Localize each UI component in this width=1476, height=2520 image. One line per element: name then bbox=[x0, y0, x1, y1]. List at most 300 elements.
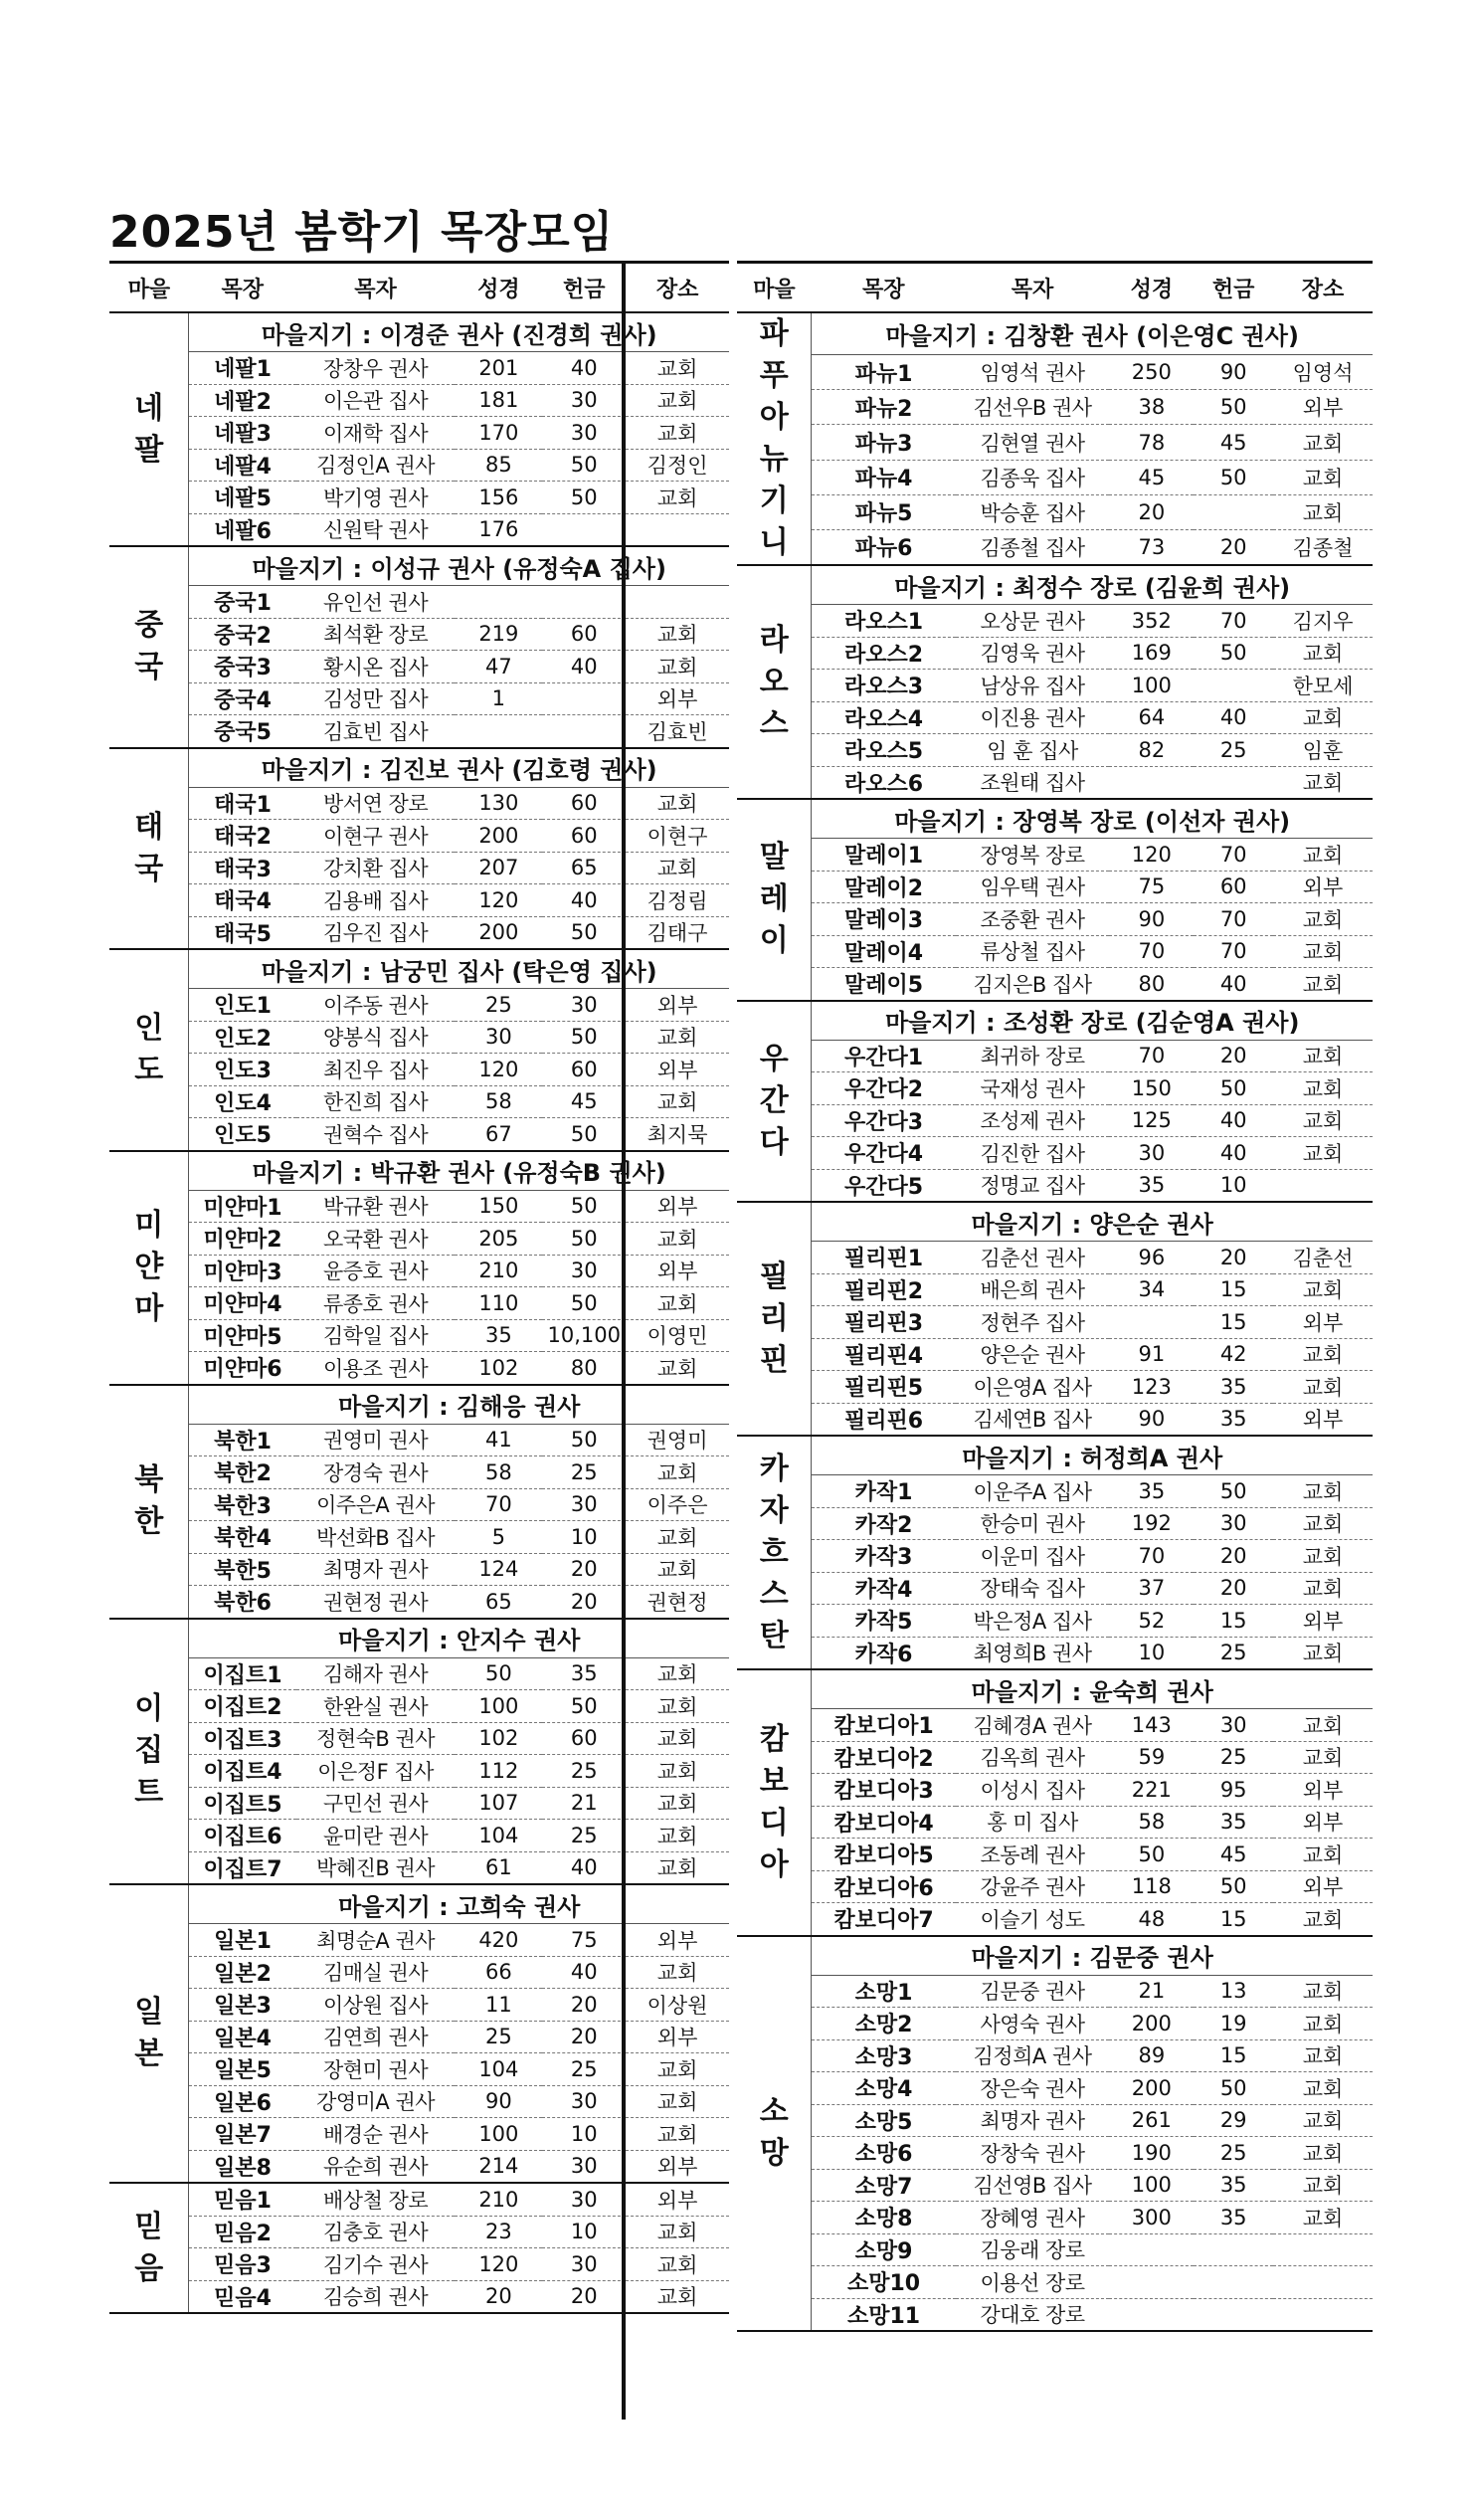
table-row bbox=[737, 1806, 1373, 1839]
bible-count bbox=[1109, 1306, 1194, 1339]
bible-count: 90 bbox=[455, 2085, 542, 2118]
pastor-name: 이주은A 권사 bbox=[296, 1488, 456, 1521]
table-row bbox=[109, 1924, 729, 1957]
offering: 25 bbox=[542, 1755, 626, 1788]
table-row bbox=[109, 1085, 729, 1118]
pastor-name: 박승훈 집사 bbox=[956, 494, 1110, 529]
venue: 교회 bbox=[1273, 903, 1373, 936]
pastor-name: 김충호 권사 bbox=[296, 2216, 456, 2248]
pastor-name: 오상문 권사 bbox=[956, 605, 1110, 638]
pastor-name: 신원탁 권사 bbox=[296, 513, 456, 546]
group-name: 인도3 bbox=[189, 1054, 296, 1086]
bible-count: 58 bbox=[455, 1456, 542, 1489]
table-row bbox=[737, 1870, 1373, 1903]
village-row bbox=[109, 1385, 729, 1425]
village-leader: 마을지기 : 이경준 권사 (진경희 권사) bbox=[189, 312, 729, 352]
offering: 40 bbox=[1194, 701, 1273, 734]
pastor-name: 김종욱 집사 bbox=[956, 460, 1110, 494]
column-header: 마을 bbox=[737, 263, 812, 313]
venue: 교회 bbox=[1273, 701, 1373, 734]
left-table-panel bbox=[109, 261, 729, 2314]
bible-count: 169 bbox=[1109, 637, 1194, 670]
bible-count: 96 bbox=[1109, 1242, 1194, 1274]
village-row bbox=[109, 949, 729, 989]
venue: 교회 bbox=[626, 1085, 729, 1118]
pastor-name: 이은영A 집사 bbox=[956, 1371, 1110, 1404]
bible-count: 420 bbox=[455, 1924, 542, 1957]
offering: 15 bbox=[1194, 1605, 1273, 1638]
bible-count: 250 bbox=[1109, 355, 1194, 390]
pastor-name: 김승희 권사 bbox=[296, 2280, 456, 2313]
pastor-name: 김연희 권사 bbox=[296, 2021, 456, 2053]
bible-count: 110 bbox=[455, 1287, 542, 1320]
bible-count: 150 bbox=[455, 1190, 542, 1223]
bible-count: 82 bbox=[1109, 734, 1194, 767]
venue: 교회 bbox=[1273, 1338, 1373, 1371]
venue: 외부 bbox=[626, 2183, 729, 2216]
pastor-name: 박혜진B 권사 bbox=[296, 1851, 456, 1884]
pastor-name: 정현숙B 권사 bbox=[296, 1722, 456, 1755]
table-row bbox=[737, 734, 1373, 767]
table-row bbox=[109, 1054, 729, 1086]
group-name: 우간다3 bbox=[812, 1104, 956, 1137]
bible-count: 35 bbox=[455, 1319, 542, 1352]
group-name: 필리핀4 bbox=[812, 1338, 956, 1371]
venue: 교회 bbox=[1273, 494, 1373, 529]
offering: 50 bbox=[1194, 1475, 1273, 1508]
column-header: 장소 bbox=[1273, 263, 1373, 313]
offering: 30 bbox=[1194, 1709, 1273, 1742]
table-row bbox=[109, 989, 729, 1022]
venue: 교회 bbox=[1273, 2169, 1373, 2202]
bible-count: 35 bbox=[1109, 1475, 1194, 1508]
venue: 김춘선 bbox=[1273, 1242, 1373, 1274]
table-row bbox=[109, 449, 729, 482]
table-row bbox=[737, 2233, 1373, 2266]
offering: 35 bbox=[1194, 1371, 1273, 1404]
village-name: 필 리 핀 bbox=[737, 1202, 812, 1436]
venue: 교회 bbox=[626, 2248, 729, 2281]
bible-count: 102 bbox=[455, 1722, 542, 1755]
table-row bbox=[737, 701, 1373, 734]
offering: 75 bbox=[542, 1924, 626, 1957]
pastor-name: 김매실 권사 bbox=[296, 1956, 456, 1989]
pastor-name: 한진희 집사 bbox=[296, 1085, 456, 1118]
table-row bbox=[109, 2280, 729, 2313]
group-name: 캄보디아3 bbox=[812, 1774, 956, 1807]
bible-count: 35 bbox=[1109, 1169, 1194, 1202]
venue: 최지묵 bbox=[626, 1118, 729, 1151]
bible-count: 20 bbox=[455, 2280, 542, 2313]
venue: 외부 bbox=[626, 1255, 729, 1287]
venue: 외부 bbox=[626, 1190, 729, 1223]
group-name: 말레이1 bbox=[812, 839, 956, 872]
group-name: 인도5 bbox=[189, 1118, 296, 1151]
offering: 35 bbox=[1194, 2202, 1273, 2234]
table-row bbox=[737, 1507, 1373, 1540]
offering: 60 bbox=[542, 1054, 626, 1086]
group-name: 필리핀5 bbox=[812, 1371, 956, 1404]
table-row bbox=[109, 1190, 729, 1223]
offering bbox=[1194, 2266, 1273, 2299]
offering: 30 bbox=[542, 2183, 626, 2216]
venue: 외부 bbox=[1273, 1306, 1373, 1339]
table-row bbox=[109, 1787, 729, 1820]
venue: 외부 bbox=[626, 1054, 729, 1086]
offering: 40 bbox=[1194, 968, 1273, 1001]
group-name: 캄보디아7 bbox=[812, 1903, 956, 1936]
bible-count: 104 bbox=[455, 2053, 542, 2086]
offering: 50 bbox=[1194, 390, 1273, 425]
offering: 50 bbox=[1194, 460, 1273, 494]
pastor-name: 한승미 권사 bbox=[956, 1507, 1110, 1540]
offering: 15 bbox=[1194, 2039, 1273, 2072]
offering: 20 bbox=[1194, 1242, 1273, 1274]
bible-count: 120 bbox=[455, 1054, 542, 1086]
offering: 15 bbox=[1194, 1306, 1273, 1339]
group-name: 네팔5 bbox=[189, 482, 296, 514]
venue: 교회 bbox=[626, 1456, 729, 1489]
village-name: 우 간 다 bbox=[737, 1001, 812, 1203]
bible-count: 25 bbox=[455, 989, 542, 1022]
pastor-name: 김현열 권사 bbox=[956, 425, 1110, 460]
venue: 교회 bbox=[626, 417, 729, 450]
bible-count: 5 bbox=[455, 1521, 542, 1554]
table-row bbox=[737, 2169, 1373, 2202]
bible-count: 10 bbox=[1109, 1637, 1194, 1669]
table-row bbox=[737, 1975, 1373, 2008]
venue bbox=[1273, 2298, 1373, 2331]
pastor-name: 유인선 권사 bbox=[296, 586, 456, 619]
venue: 교회 bbox=[626, 1820, 729, 1852]
offering bbox=[1194, 766, 1273, 799]
village-leader: 마을지기 : 양은순 권사 bbox=[812, 1202, 1373, 1242]
village-leader: 마을지기 : 김문중 권사 bbox=[812, 1936, 1373, 1976]
pastor-name: 이용조 권사 bbox=[296, 1352, 456, 1385]
bible-count: 118 bbox=[1109, 1870, 1194, 1903]
table-row bbox=[737, 1774, 1373, 1807]
group-name: 카작3 bbox=[812, 1540, 956, 1573]
village-leader: 마을지기 : 허정희A 권사 bbox=[812, 1436, 1373, 1475]
offering: 60 bbox=[542, 1722, 626, 1755]
group-name: 파뉴5 bbox=[812, 494, 956, 529]
offering: 29 bbox=[1194, 2104, 1273, 2137]
pastor-name: 국재성 권사 bbox=[956, 1072, 1110, 1105]
bible-count: 50 bbox=[455, 1657, 542, 1690]
village-row bbox=[109, 1151, 729, 1191]
table-row bbox=[737, 1540, 1373, 1573]
table-row bbox=[737, 2298, 1373, 2331]
village-leader: 마을지기 : 조성환 장로 (김순영A 권사) bbox=[812, 1001, 1373, 1041]
venue: 교회 bbox=[626, 1521, 729, 1554]
bible-count bbox=[1109, 2266, 1194, 2299]
table-row bbox=[737, 494, 1373, 529]
venue: 교회 bbox=[626, 2280, 729, 2313]
venue: 교회 bbox=[626, 1021, 729, 1054]
pastor-name: 류상철 집사 bbox=[956, 935, 1110, 968]
offering: 20 bbox=[1194, 1572, 1273, 1605]
bible-count: 70 bbox=[455, 1488, 542, 1521]
table-row bbox=[737, 2104, 1373, 2137]
group-name: 이집트5 bbox=[189, 1787, 296, 1820]
group-name: 소망9 bbox=[812, 2233, 956, 2266]
bible-count: 70 bbox=[1109, 1540, 1194, 1573]
group-name: 미얀마5 bbox=[189, 1319, 296, 1352]
village-leader: 마을지기 : 최정수 장로 (김윤희 권사) bbox=[812, 565, 1373, 605]
table-row bbox=[109, 1989, 729, 2022]
group-name: 파뉴4 bbox=[812, 460, 956, 494]
table-row bbox=[737, 1273, 1373, 1306]
venue: 교회 bbox=[626, 384, 729, 417]
bible-count: 120 bbox=[455, 2248, 542, 2281]
bible-count: 107 bbox=[455, 1787, 542, 1820]
group-name: 파뉴6 bbox=[812, 529, 956, 565]
venue: 이영민 bbox=[626, 1319, 729, 1352]
group-name: 믿음4 bbox=[189, 2280, 296, 2313]
table-row bbox=[737, 1903, 1373, 1936]
venue: 외부 bbox=[1273, 1774, 1373, 1807]
bible-count: 70 bbox=[1109, 1040, 1194, 1072]
venue: 권현정 bbox=[626, 1586, 729, 1619]
bible-count: 210 bbox=[455, 2183, 542, 2216]
bible-count: 90 bbox=[1109, 903, 1194, 936]
pastor-name: 장경숙 권사 bbox=[296, 1456, 456, 1489]
offering: 15 bbox=[1194, 1273, 1273, 1306]
group-name: 일본5 bbox=[189, 2053, 296, 2086]
bible-count: 104 bbox=[455, 1820, 542, 1852]
table-row bbox=[109, 1424, 729, 1456]
table-row bbox=[737, 2137, 1373, 2170]
group-name: 말레이4 bbox=[812, 935, 956, 968]
venue: 외부 bbox=[626, 1924, 729, 1957]
pastor-name: 홍 미 집사 bbox=[956, 1806, 1110, 1839]
table-row bbox=[109, 1352, 729, 1385]
table-row bbox=[737, 637, 1373, 670]
pastor-name: 최진우 집사 bbox=[296, 1054, 456, 1086]
group-name: 일본6 bbox=[189, 2085, 296, 2118]
table-row bbox=[109, 820, 729, 853]
group-name: 태국2 bbox=[189, 820, 296, 853]
village-row bbox=[109, 748, 729, 788]
village-row bbox=[109, 312, 729, 352]
venue: 김지우 bbox=[1273, 605, 1373, 638]
group-name: 필리핀3 bbox=[812, 1306, 956, 1339]
village-leader: 마을지기 : 박규환 권사 (유정숙B 권사) bbox=[189, 1151, 729, 1191]
pastor-name: 최귀하 장로 bbox=[956, 1040, 1110, 1072]
bible-count: 70 bbox=[1109, 935, 1194, 968]
group-name: 중국1 bbox=[189, 586, 296, 619]
venue: 교회 bbox=[1273, 1475, 1373, 1508]
group-name: 소망1 bbox=[812, 1975, 956, 2008]
bible-count: 190 bbox=[1109, 2137, 1194, 2170]
venue bbox=[1273, 2266, 1373, 2299]
venue: 교회 bbox=[1273, 2072, 1373, 2105]
bible-count: 200 bbox=[455, 916, 542, 949]
pastor-name: 이은정F 집사 bbox=[296, 1755, 456, 1788]
group-name: 북한1 bbox=[189, 1424, 296, 1456]
group-name: 카작4 bbox=[812, 1572, 956, 1605]
table-row bbox=[109, 1553, 729, 1586]
group-name: 믿음3 bbox=[189, 2248, 296, 2281]
group-name: 라오스4 bbox=[812, 701, 956, 734]
venue: 교회 bbox=[626, 1223, 729, 1256]
bible-count: 78 bbox=[1109, 425, 1194, 460]
pastor-name: 장창숙 권사 bbox=[956, 2137, 1110, 2170]
offering: 50 bbox=[542, 1223, 626, 1256]
venue: 김효빈 bbox=[626, 715, 729, 748]
pastor-name: 임영석 권사 bbox=[956, 355, 1110, 390]
venue: 외부 bbox=[1273, 390, 1373, 425]
offering: 90 bbox=[1194, 355, 1273, 390]
village-name: 카 자 흐 스 탄 bbox=[737, 1436, 812, 1669]
venue: 교회 bbox=[626, 1657, 729, 1690]
table-row bbox=[737, 1040, 1373, 1072]
offering: 50 bbox=[542, 1287, 626, 1320]
table-row bbox=[737, 1242, 1373, 1274]
offering: 25 bbox=[542, 2053, 626, 2086]
pastor-name: 조성제 권사 bbox=[956, 1104, 1110, 1137]
group-name: 이집트1 bbox=[189, 1657, 296, 1690]
venue: 교회 bbox=[1273, 1040, 1373, 1072]
venue: 교회 bbox=[626, 352, 729, 385]
group-name: 믿음1 bbox=[189, 2183, 296, 2216]
offering: 20 bbox=[542, 2280, 626, 2313]
bible-count: 75 bbox=[1109, 871, 1194, 903]
pastor-name: 김선영B 집사 bbox=[956, 2169, 1110, 2202]
table-row bbox=[737, 390, 1373, 425]
group-name: 소망10 bbox=[812, 2266, 956, 2299]
column-header: 성경 bbox=[1109, 263, 1194, 313]
table-row bbox=[109, 2150, 729, 2183]
group-name: 카작6 bbox=[812, 1637, 956, 1669]
village-leader: 마을지기 : 안지수 권사 bbox=[189, 1619, 729, 1658]
pastor-name: 장창우 권사 bbox=[296, 352, 456, 385]
table-row bbox=[109, 1956, 729, 1989]
offering: 10 bbox=[1194, 1169, 1273, 1202]
group-name: 소망4 bbox=[812, 2072, 956, 2105]
offering: 50 bbox=[542, 1424, 626, 1456]
offering bbox=[542, 715, 626, 748]
pastor-name: 박은정A 집사 bbox=[956, 1605, 1110, 1638]
venue: 교회 bbox=[1273, 1975, 1373, 2008]
offering: 50 bbox=[542, 1690, 626, 1723]
table-row bbox=[109, 1657, 729, 1690]
offering: 10 bbox=[542, 2118, 626, 2151]
offering: 50 bbox=[542, 1190, 626, 1223]
village-leader: 마을지기 : 윤숙희 권사 bbox=[812, 1669, 1373, 1709]
bible-count: 25 bbox=[455, 2021, 542, 2053]
bible-count: 200 bbox=[455, 820, 542, 853]
pastor-name: 정명교 집사 bbox=[956, 1169, 1110, 1202]
pastor-name: 이운주A 집사 bbox=[956, 1475, 1110, 1508]
offering: 50 bbox=[542, 449, 626, 482]
village-name: 미 얀 마 bbox=[109, 1151, 189, 1385]
table-row bbox=[109, 1118, 729, 1151]
group-name: 소망11 bbox=[812, 2298, 956, 2331]
village-name: 믿 음 bbox=[109, 2183, 189, 2313]
bible-count: 67 bbox=[455, 1118, 542, 1151]
group-name: 우간다5 bbox=[812, 1169, 956, 1202]
right-table-body bbox=[737, 312, 1373, 2331]
group-name: 필리핀1 bbox=[812, 1242, 956, 1274]
venue: 교회 bbox=[1273, 839, 1373, 872]
group-name: 라오스3 bbox=[812, 670, 956, 702]
bible-count: 176 bbox=[455, 513, 542, 546]
venue: 교회 bbox=[1273, 766, 1373, 799]
table-row bbox=[737, 2266, 1373, 2299]
pastor-name: 박기영 권사 bbox=[296, 482, 456, 514]
village-row bbox=[737, 1436, 1373, 1475]
venue: 교회 bbox=[1273, 460, 1373, 494]
group-name: 말레이3 bbox=[812, 903, 956, 936]
offering: 70 bbox=[1194, 839, 1273, 872]
group-name: 인도2 bbox=[189, 1021, 296, 1054]
pastor-name: 김효빈 집사 bbox=[296, 715, 456, 748]
offering bbox=[1194, 2298, 1273, 2331]
venue: 교회 bbox=[1273, 2104, 1373, 2137]
offering: 60 bbox=[542, 618, 626, 651]
venue: 교회 bbox=[1273, 1903, 1373, 1936]
venue: 교회 bbox=[626, 651, 729, 683]
venue: 교회 bbox=[1273, 1839, 1373, 1871]
offering: 50 bbox=[1194, 1870, 1273, 1903]
venue: 외부 bbox=[626, 2021, 729, 2053]
bible-count: 52 bbox=[1109, 1605, 1194, 1638]
right-table-panel bbox=[737, 261, 1373, 2332]
venue: 교회 bbox=[626, 1755, 729, 1788]
column-header: 목자 bbox=[956, 263, 1110, 313]
group-name: 캄보디아1 bbox=[812, 1709, 956, 1742]
table-row bbox=[109, 352, 729, 385]
venue: 교회 bbox=[626, 1553, 729, 1586]
venue: 교회 bbox=[626, 2085, 729, 2118]
group-name: 일본8 bbox=[189, 2150, 296, 2183]
table-row bbox=[109, 1021, 729, 1054]
table-row bbox=[109, 1820, 729, 1852]
pastor-name: 장현미 권사 bbox=[296, 2053, 456, 2086]
bible-count: 58 bbox=[1109, 1806, 1194, 1839]
offering: 20 bbox=[1194, 1540, 1273, 1573]
table-row bbox=[109, 2118, 729, 2151]
group-name: 미얀마4 bbox=[189, 1287, 296, 1320]
village-row bbox=[109, 1884, 729, 1924]
offering: 60 bbox=[1194, 871, 1273, 903]
venue: 교회 bbox=[626, 1851, 729, 1884]
table-row bbox=[109, 715, 729, 748]
group-name: 파뉴3 bbox=[812, 425, 956, 460]
pastor-name: 이은관 집사 bbox=[296, 384, 456, 417]
offering: 25 bbox=[1194, 1637, 1273, 1669]
bible-count: 20 bbox=[1109, 494, 1194, 529]
offering: 20 bbox=[542, 1586, 626, 1619]
group-name: 말레이5 bbox=[812, 968, 956, 1001]
offering bbox=[542, 513, 626, 546]
venue: 교회 bbox=[1273, 2039, 1373, 2072]
village-name: 중 국 bbox=[109, 546, 189, 748]
venue: 교회 bbox=[1273, 1572, 1373, 1605]
table-row bbox=[737, 1572, 1373, 1605]
venue: 외부 bbox=[626, 2150, 729, 2183]
bible-count: 100 bbox=[455, 2118, 542, 2151]
bible-count: 1 bbox=[455, 682, 542, 715]
group-name: 중국2 bbox=[189, 618, 296, 651]
table-row bbox=[109, 513, 729, 546]
offering: 80 bbox=[542, 1352, 626, 1385]
column-header: 장소 bbox=[626, 263, 729, 313]
village-row bbox=[109, 1619, 729, 1658]
bible-count: 210 bbox=[455, 1255, 542, 1287]
bible-count: 123 bbox=[1109, 1371, 1194, 1404]
